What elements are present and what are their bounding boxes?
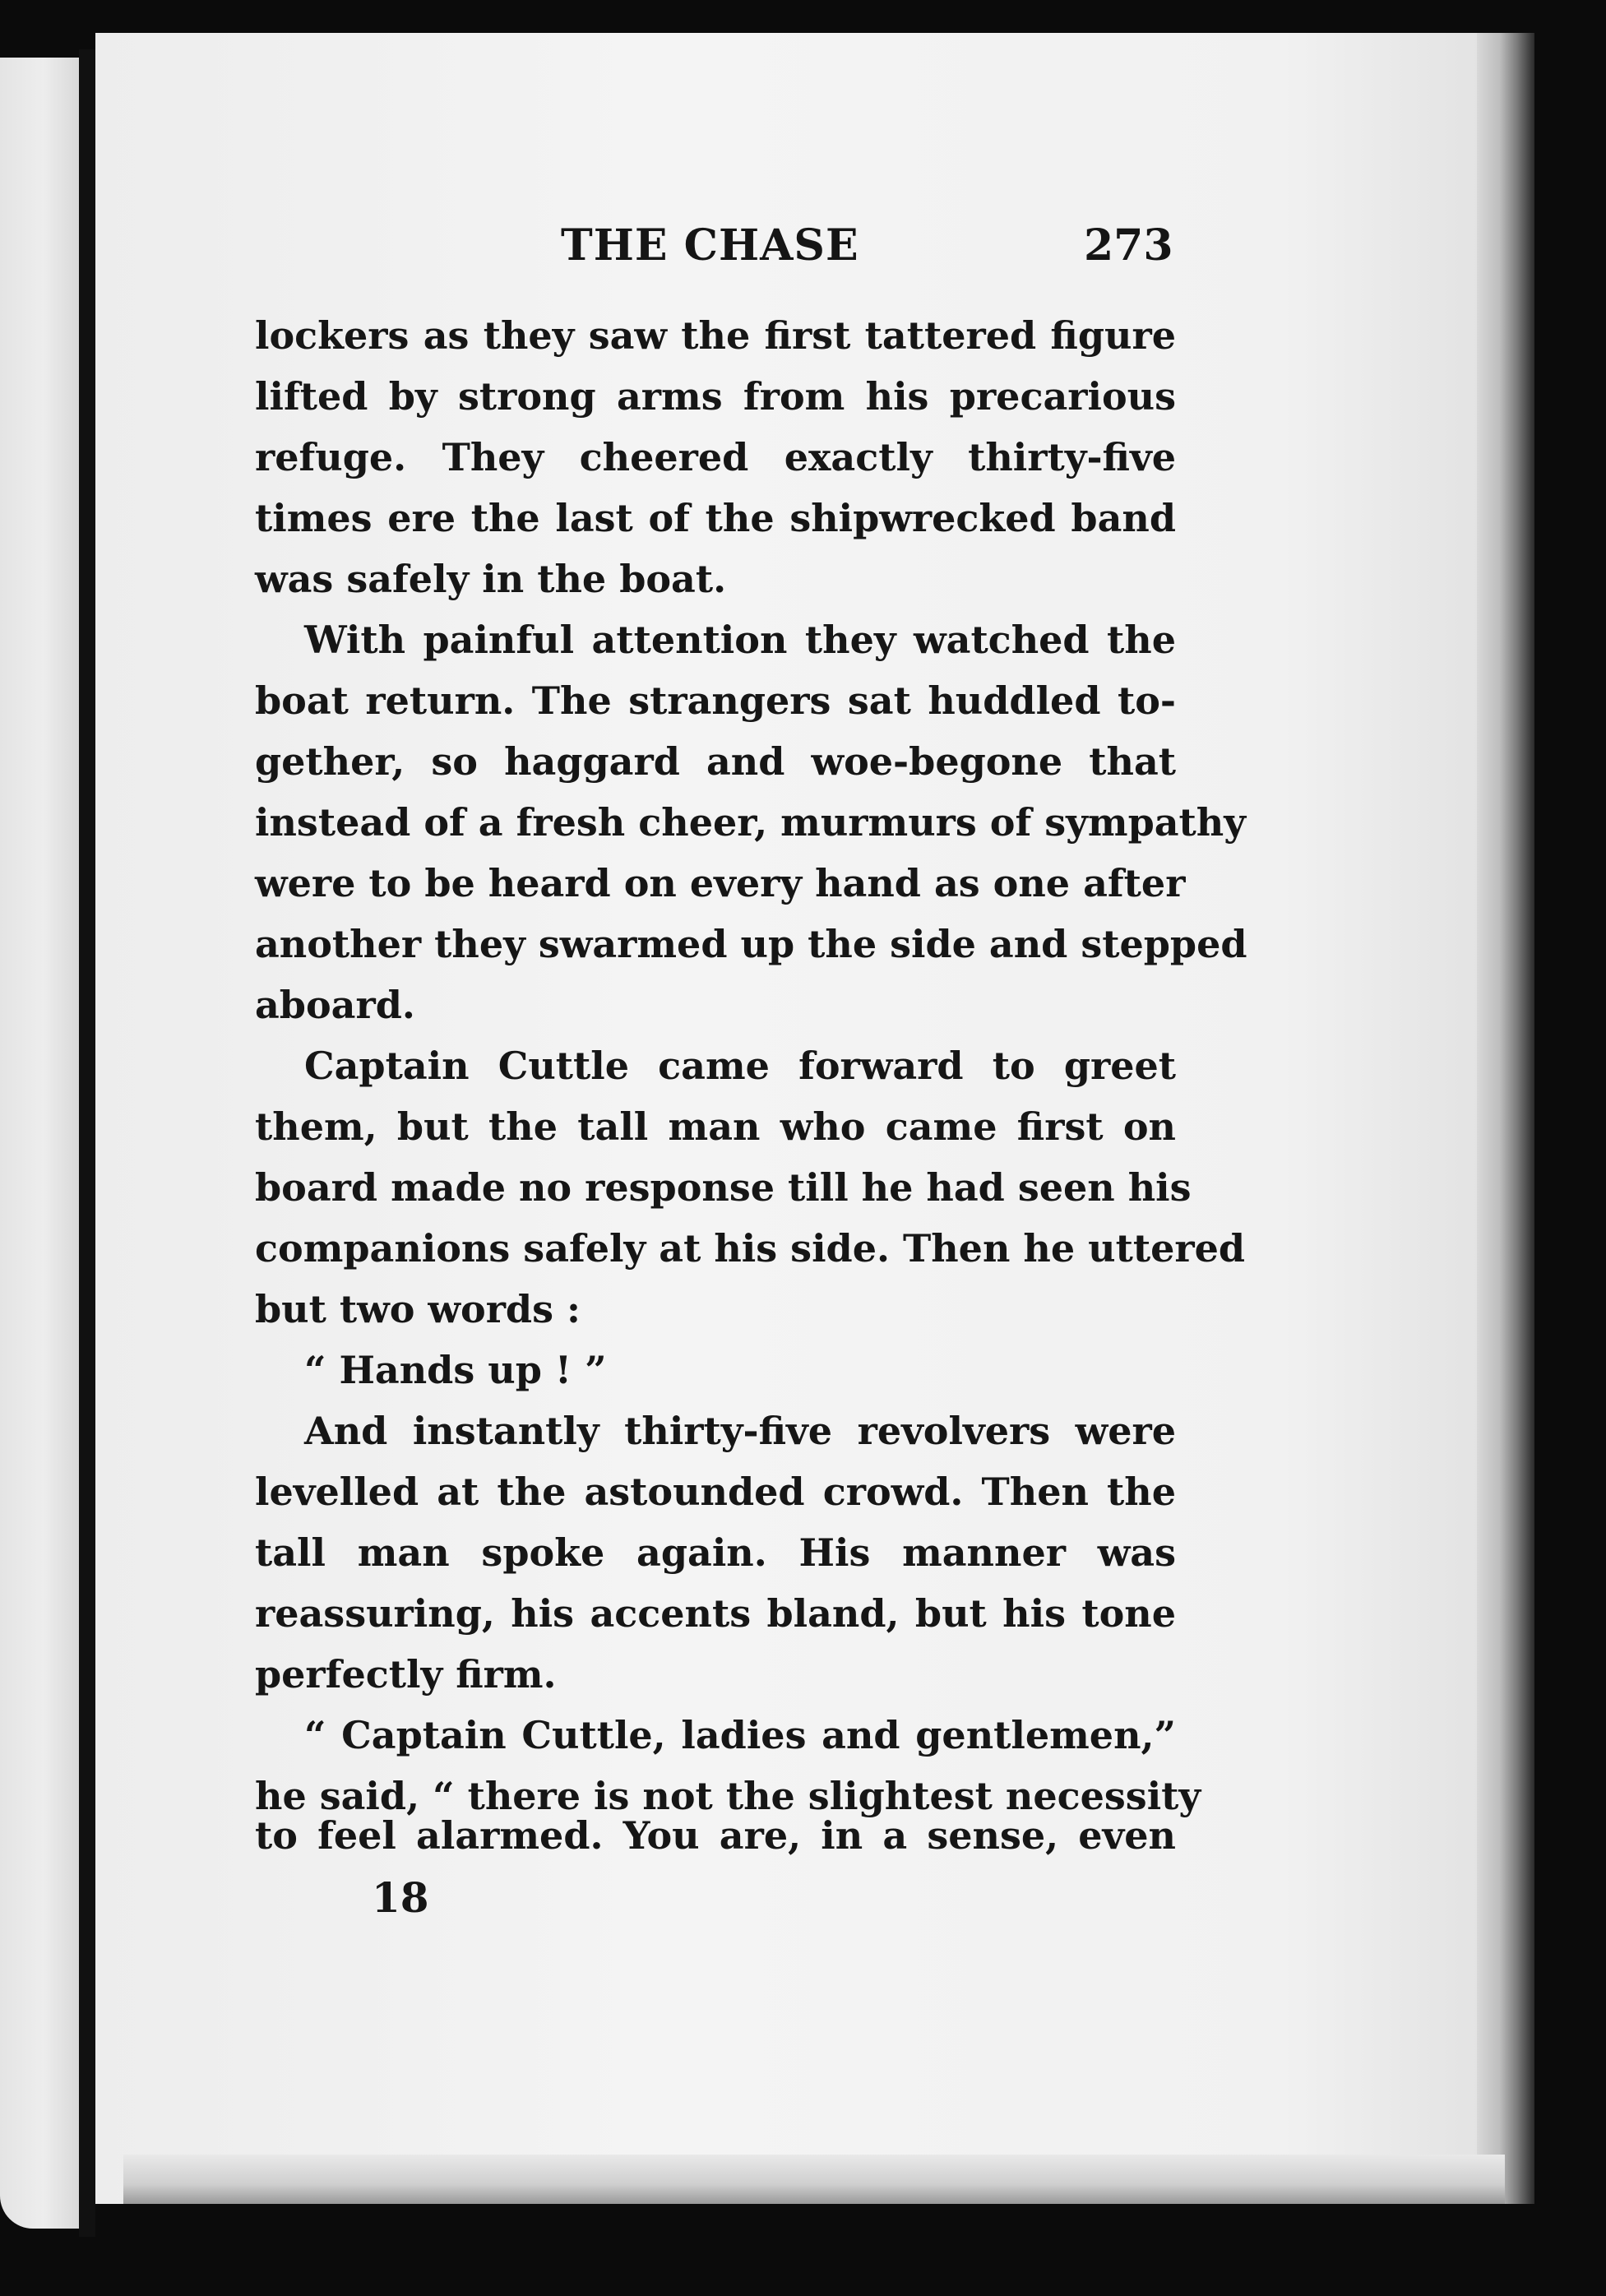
text-line: “ Captain Cuttle, ladies and gentlemen,” <box>304 1713 1176 1757</box>
text-line: another they swarmed up the side and stepped <box>255 922 1247 966</box>
page-number: 273 <box>1084 220 1173 271</box>
text-line: refuge. They cheered exactly thirty-five <box>255 435 1176 479</box>
text-line: And instantly thirty-five revolvers were <box>304 1409 1176 1453</box>
text-line: aboard. <box>255 983 415 1027</box>
running-head: THE CHASE <box>561 220 859 271</box>
left-page-edge <box>0 58 79 2229</box>
text-line: Captain Cuttle came forward to greet <box>304 1044 1176 1088</box>
text-line: he said, “ there is not the slightest necessity <box>255 1774 1201 1818</box>
text-line: lifted by strong arms from his precarious <box>255 374 1176 419</box>
text-line: was safely in the boat. <box>255 557 727 601</box>
text-line: reassuring, his accents bland, but his tone <box>255 1591 1176 1636</box>
text-line: times ere the last of the shipwrecked band <box>255 496 1176 540</box>
text-line: but two words : <box>255 1287 581 1331</box>
text-line: were to be heard on every hand as one after <box>255 861 1186 905</box>
text-line: companions safely at his side. Then he uttered <box>255 1226 1245 1271</box>
text-line: instead of a fresh cheer, murmurs of sympathy <box>255 800 1246 845</box>
text-line: With painful attention they watched the <box>304 618 1176 662</box>
text-line: to feel alarmed. You are, in a sense, even <box>255 1813 1176 1858</box>
right-page-edge <box>1477 33 1534 2204</box>
text-line: them, but the tall man who came first on <box>255 1104 1176 1149</box>
text-line: perfectly firm. <box>255 1652 557 1697</box>
text-line: lockers as they saw the first tattered figure <box>255 313 1176 358</box>
text-line: levelled at the astounded crowd. Then the <box>255 1470 1176 1514</box>
bottom-page-edge <box>123 2155 1505 2204</box>
signature-mark: 18 <box>372 1873 429 1922</box>
text-line: tall man spoke again. His manner was <box>255 1530 1176 1575</box>
text-line: gether, so haggard and woe-begone that <box>255 739 1176 784</box>
text-line: boat return. The strangers sat huddled to- <box>255 678 1176 723</box>
book-gutter <box>79 49 95 2237</box>
text-line: board made no response till he had seen his <box>255 1165 1192 1210</box>
text-line: “ Hands up ! ” <box>304 1348 607 1392</box>
